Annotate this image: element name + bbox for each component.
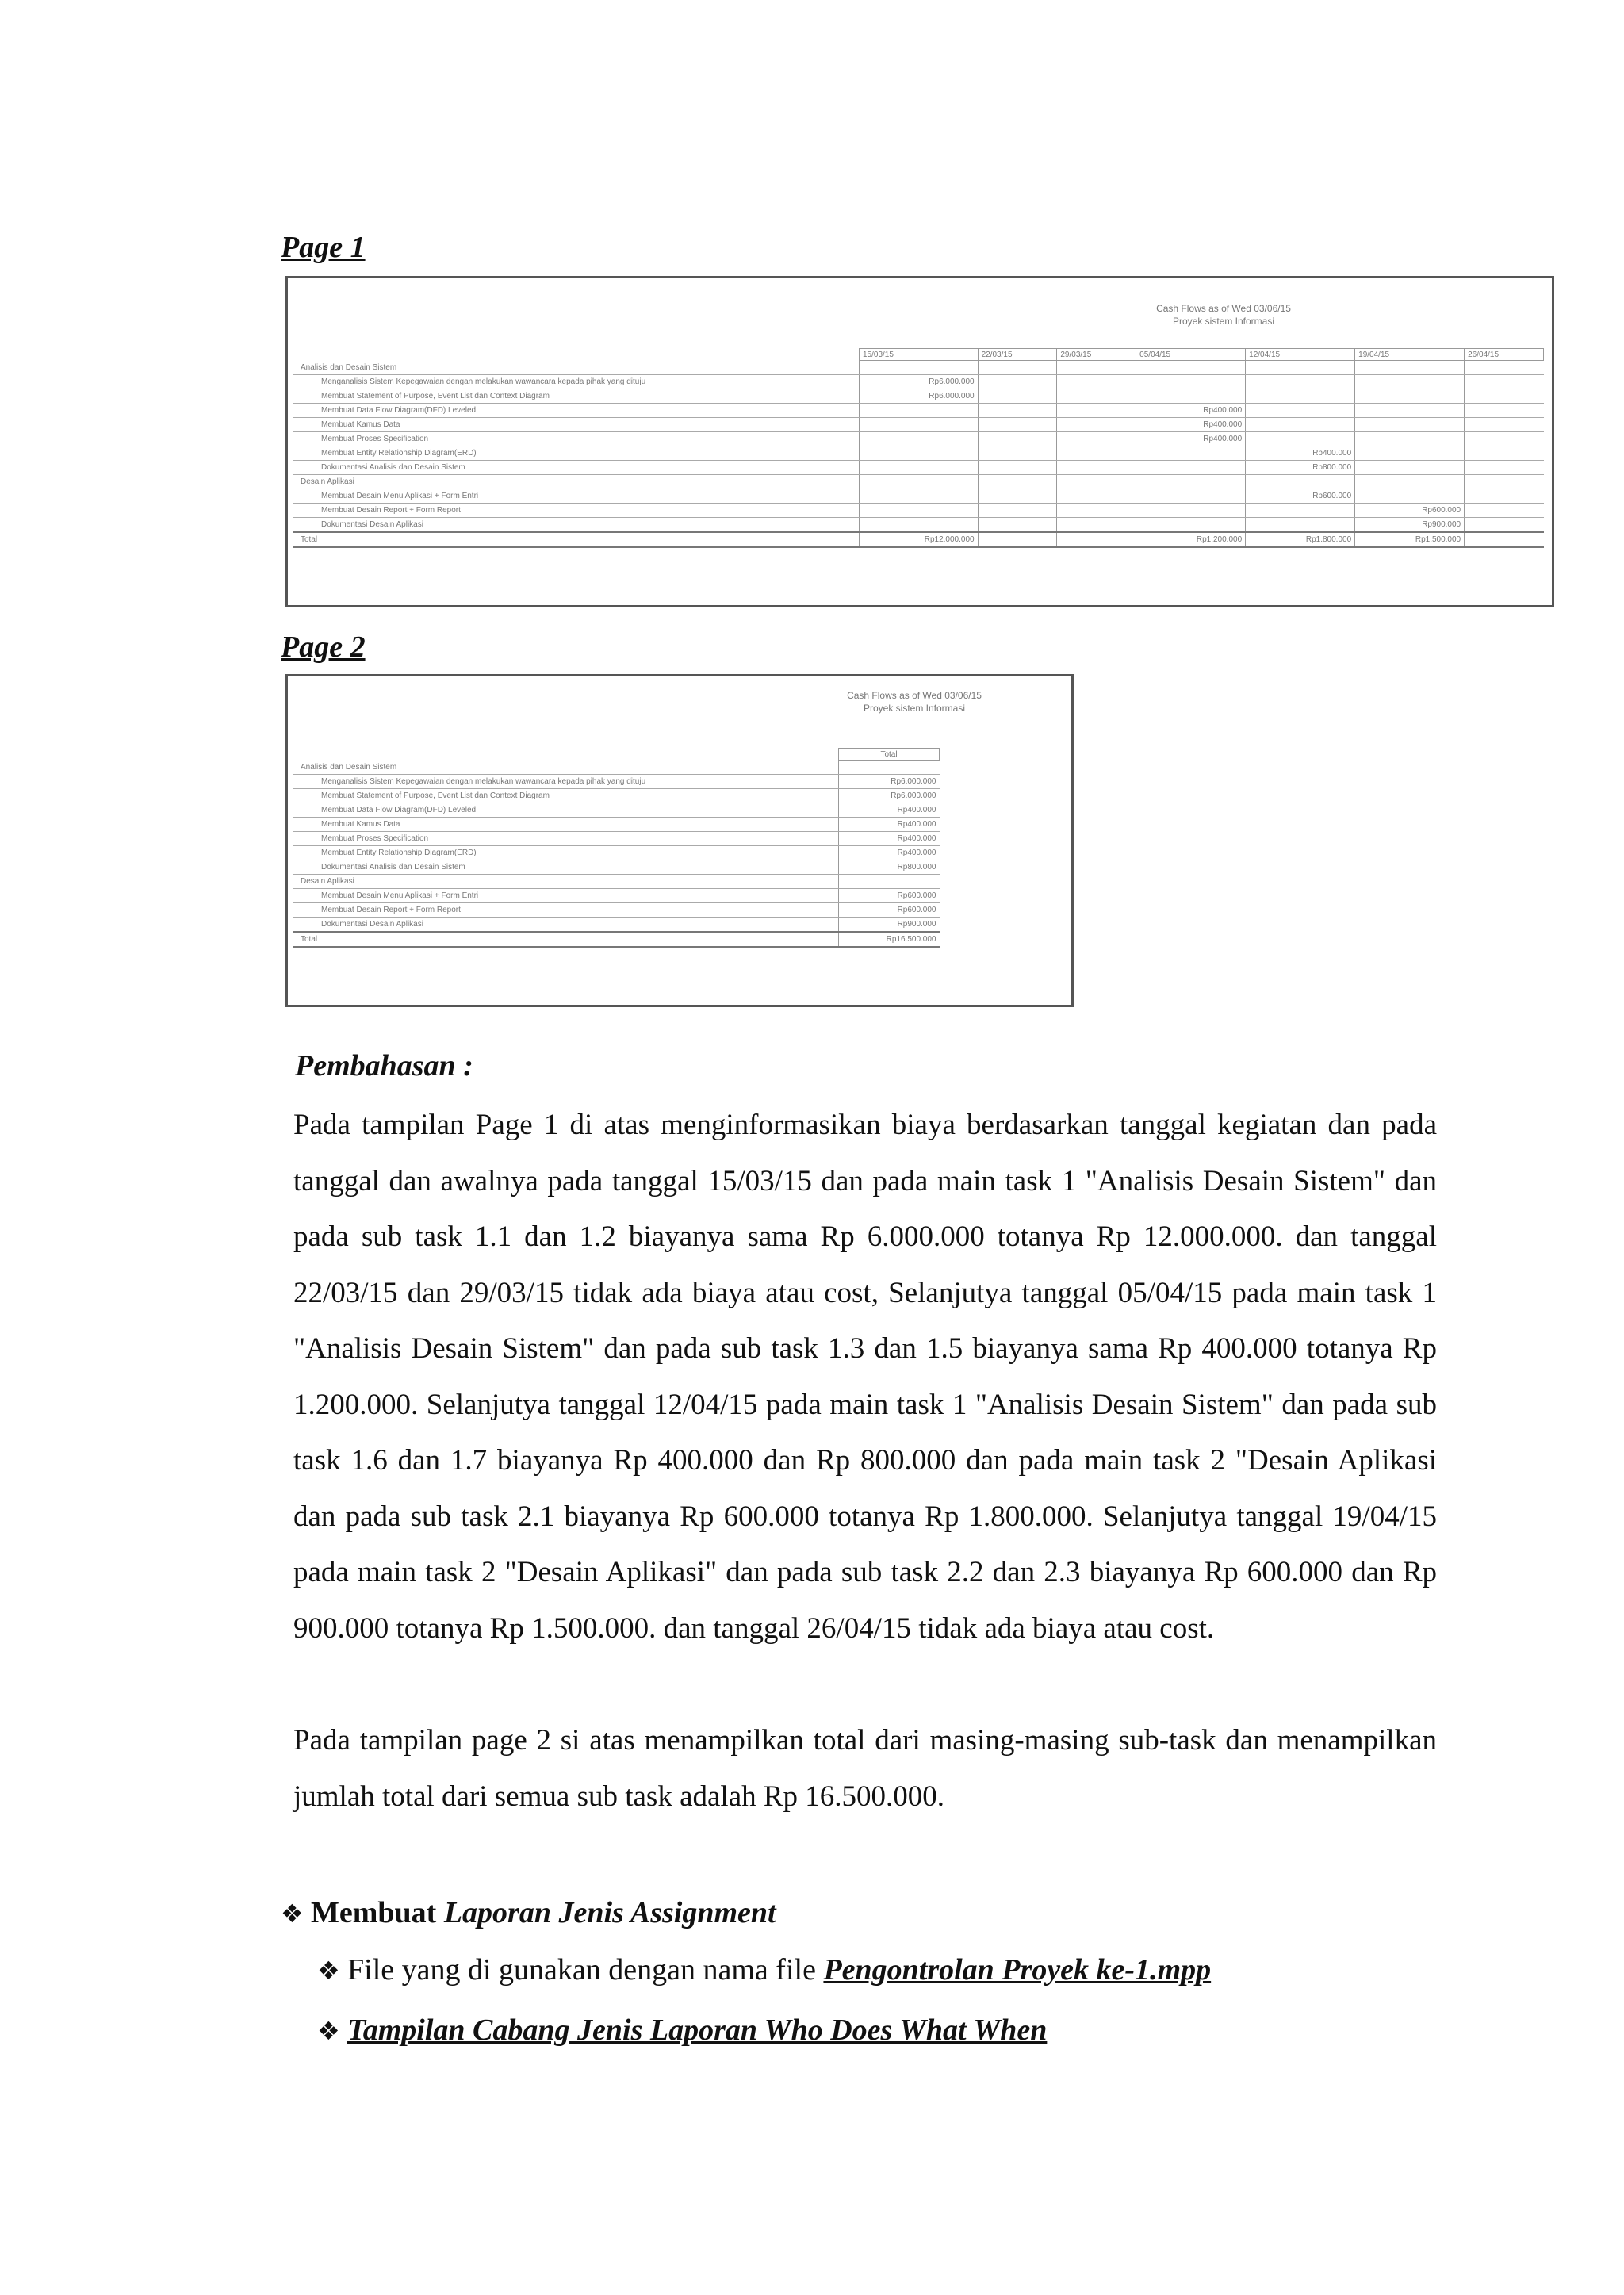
report1-cost-cell: Rp400.000 [1246,446,1355,461]
report1-cost-cell [860,504,979,518]
report1-table-row [293,446,1544,461]
report1-cost-cell [1355,389,1465,404]
report1-cost-cell [860,404,979,418]
bullet-who-does-what-when [317,2013,1047,2048]
report2-table-row [293,775,940,789]
report1-cost-cell [1057,389,1136,404]
cash-flow-report-page2 [285,674,1074,1007]
bullet-1-italic-text: Laporan Jenis Assignment [443,1896,776,1929]
report1-title-line2: Proyek sistem Informasi [1172,316,1275,327]
who-does-what-when-link[interactable]: Tampilan Cabang Jenis Laporan Who Does What When [347,2013,1048,2047]
report1-date-column-header: 15/03/15 [860,349,979,361]
report1-cost-cell [1136,489,1246,504]
report1-cost-cell [1465,375,1544,389]
report1-cost-cell [1057,475,1136,489]
cash-flow-report-page1 [285,276,1554,607]
report1-cost-cell [1465,389,1544,404]
report2-title-line2: Proyek sistem Informasi [863,703,966,714]
diamond-bullet-icon: ❖ [317,1956,340,1986]
report2-header-label-cell [293,749,839,761]
report1-cost-cell [860,361,979,375]
report2-task-label: Membuat Desain Report + Form Report [293,903,839,918]
report1-cost-cell [1136,389,1246,404]
report1-cost-cell [1246,504,1355,518]
report2-table-row [293,903,940,918]
report1-total-cell: Rp1.800.000 [1246,532,1355,547]
report2-task-label: Membuat Desain Menu Aplikasi + Form Entri [293,889,839,903]
report1-title [1065,302,1382,328]
bullet-1-bold-text: Membuat [311,1896,437,1929]
report1-cost-cell [1246,375,1355,389]
report2-total-label: Total [293,932,839,947]
report1-total-cell: Rp1.500.000 [1355,532,1465,547]
page1-heading: Page 1 [281,231,366,264]
report1-table-row [293,361,1544,375]
report1-cost-cell [1057,504,1136,518]
report1-table-row [293,432,1544,446]
report1-cost-cell [1355,446,1465,461]
report1-cost-cell [860,475,979,489]
report1-cost-cell [1246,389,1355,404]
report1-cost-cell: Rp600.000 [1355,504,1465,518]
report1-cost-cell [978,432,1057,446]
report2-cost-cell: Rp6.000.000 [839,789,940,803]
report1-table-row [293,375,1544,389]
report1-cost-cell: Rp6.000.000 [860,375,979,389]
report2-cost-cell: Rp600.000 [839,903,940,918]
report2-cost-cell: Rp900.000 [839,918,940,933]
report1-task-label: Membuat Entity Relationship Diagram(ERD) [293,446,860,461]
diamond-bullet-icon: ❖ [317,2016,340,2046]
report2-table-row [293,803,940,818]
report2-total-row [293,932,940,947]
report2-task-label: Membuat Proses Specification [293,832,839,846]
report1-cost-cell [1465,475,1544,489]
report1-cost-cell [1246,432,1355,446]
report1-table-row [293,504,1544,518]
report1-cost-cell [1465,461,1544,475]
report1-table [293,348,1544,548]
report1-cost-cell [1057,461,1136,475]
report1-cost-cell [860,518,979,533]
report1-cost-cell [978,418,1057,432]
discussion-title: Pembahasan : [295,1049,473,1082]
report1-cost-cell: Rp900.000 [1355,518,1465,533]
report1-cost-cell [1465,432,1544,446]
report2-cost-cell: Rp800.000 [839,860,940,875]
report1-cost-cell [1136,375,1246,389]
report1-cost-cell [1465,489,1544,504]
report1-cost-cell [978,504,1057,518]
file-name-link[interactable]: Pengontrolan Proyek ke-1.mpp [823,1953,1212,1987]
report2-table-row [293,889,940,903]
report1-task-label: Membuat Data Flow Diagram(DFD) Leveled [293,404,860,418]
report1-cost-cell: Rp400.000 [1136,404,1246,418]
report1-cost-cell [1355,404,1465,418]
report1-cost-cell [1246,418,1355,432]
report1-cost-cell [860,461,979,475]
report1-date-column-header: 19/04/15 [1355,349,1465,361]
report1-total-cell [1465,532,1544,547]
report1-cost-cell [1246,361,1355,375]
report1-cost-cell [978,475,1057,489]
report1-cost-cell [1465,418,1544,432]
report1-cost-cell [1136,504,1246,518]
report1-cost-cell [1355,361,1465,375]
report2-table [293,748,940,948]
report1-task-label: Dokumentasi Analisis dan Desain Sistem [293,461,860,475]
bullet-file-name [317,1952,1211,1987]
report2-table-row [293,860,940,875]
report1-date-column-header: 05/04/15 [1136,349,1246,361]
report2-task-label: Analisis dan Desain Sistem [293,761,839,775]
report2-task-label: Membuat Data Flow Diagram(DFD) Leveled [293,803,839,818]
report1-cost-cell [1465,361,1544,375]
report2-cost-cell: Rp400.000 [839,803,940,818]
report1-cost-cell [1057,361,1136,375]
report1-header-label-cell [293,349,860,361]
report2-table-row [293,846,940,860]
report1-task-label: Membuat Kamus Data [293,418,860,432]
report1-task-label: Desain Aplikasi [293,475,860,489]
report1-cost-cell: Rp400.000 [1136,418,1246,432]
report1-cost-cell [1136,461,1246,475]
report2-table-row [293,918,940,933]
report2-table-row [293,818,940,832]
report2-table-row [293,875,940,889]
report2-task-label: Dokumentasi Desain Aplikasi [293,918,839,933]
report1-cost-cell: Rp800.000 [1246,461,1355,475]
report1-cost-cell [1057,418,1136,432]
report1-cost-cell [1057,375,1136,389]
report2-total-column-header: Total [839,749,940,761]
report1-cost-cell [1465,446,1544,461]
report1-total-label: Total [293,532,860,547]
report1-task-label: Membuat Proses Specification [293,432,860,446]
report1-title-line1: Cash Flows as of Wed 03/06/15 [1156,303,1291,314]
report1-task-label: Membuat Desain Report + Form Report [293,504,860,518]
diamond-bullet-icon: ❖ [281,1898,304,1929]
report1-cost-cell [1355,418,1465,432]
discussion-paragraph-1: Pada tampilan Page 1 di atas menginformasikan biaya berdasarkan tanggal kegiatan dan pada tanggal dan awalnya pada tanggal 15/03/15 dan pada main task 1 "Analisis Desain Sistem" dan pada sub task 1.1 dan 1.2 biayanya sama Rp 6.000.000 totanya Rp 12.000.000. dan tanggal 22/03/15 dan 29/03/15 tidak ada biaya atau cost, Selanjutya tanggal 05/04/15 pada main task 1 "Analisis Desain Sistem" dan pada sub task 1.3 dan 1.5 biayanya sama Rp 400.000 totanya Rp 1.200.000. Selanjutya tanggal 12/04/15 pada main task 1 "Analisis Desain Sistem" dan pada sub task 1.6 dan 1.7 biayanya Rp 400.000 dan Rp 800.000 dan pada main task 2 "Desain Aplikasi dan pada sub task 2.1 biayanya Rp 600.000 totanya Rp 1.800.000. Selanjutya tanggal 19/04/15 pada main task 2 "Desain Aplikasi" dan pada sub task 2.2 dan 2.3 biayanya Rp 600.000 dan Rp 900.000 totanya Rp 1.500.000. dan tanggal 26/04/15 tidak ada biaya atau cost. [293,1109,1437,1645]
report1-cost-cell [978,446,1057,461]
report2-task-label: Membuat Kamus Data [293,818,839,832]
report1-total-cell: Rp1.200.000 [1136,532,1246,547]
report1-total-row [293,532,1544,547]
report2-table-row [293,832,940,846]
report1-cost-cell [978,375,1057,389]
report1-cost-cell [1057,489,1136,504]
report1-cost-cell [1136,361,1246,375]
report1-cost-cell: Rp6.000.000 [860,389,979,404]
report1-cost-cell [1355,375,1465,389]
report2-task-label: Dokumentasi Analisis dan Desain Sistem [293,860,839,875]
report1-cost-cell [1246,404,1355,418]
report2-cost-cell: Rp400.000 [839,846,940,860]
report1-cost-cell [860,446,979,461]
report1-cost-cell [978,361,1057,375]
report2-cost-cell: Rp400.000 [839,818,940,832]
report1-table-row [293,389,1544,404]
report2-task-label: Membuat Statement of Purpose, Event List dan Context Diagram [293,789,839,803]
report1-task-label: Dokumentasi Desain Aplikasi [293,518,860,533]
report2-cost-cell: Rp600.000 [839,889,940,903]
report2-total-cell: Rp16.500.000 [839,932,940,947]
report2-header-row [293,749,940,761]
report2-cost-cell: Rp6.000.000 [839,775,940,789]
report1-cost-cell [1465,404,1544,418]
report1-task-label: Membuat Statement of Purpose, Event List dan Context Diagram [293,389,860,404]
report1-cost-cell [860,489,979,504]
report2-title-line1: Cash Flows as of Wed 03/06/15 [847,690,982,701]
report1-cost-cell [1355,461,1465,475]
report1-date-column-header: 22/03/15 [978,349,1057,361]
report1-cost-cell [1136,475,1246,489]
report1-cost-cell [1355,475,1465,489]
report1-table-row [293,489,1544,504]
report1-task-label: Menganalisis Sistem Kepegawaian dengan melakukan wawancara kepada pihak yang dituju [293,375,860,389]
report1-cost-cell [1355,432,1465,446]
report1-header-row [293,349,1544,361]
report1-cost-cell [1246,475,1355,489]
report1-cost-cell [978,389,1057,404]
report1-cost-cell [978,461,1057,475]
report1-cost-cell [1057,432,1136,446]
report2-cost-cell [839,761,940,775]
report1-cost-cell [1057,446,1136,461]
report1-task-label: Membuat Desain Menu Aplikasi + Form Entri [293,489,860,504]
report1-table-row [293,418,1544,432]
report1-cost-cell [1465,504,1544,518]
discussion-paragraph-2: Pada tampilan page 2 si atas menampilkan total dari masing-masing sub-task dan menampilkan jumlah total dari semua sub task adalah Rp 16.500.000. [293,1724,1437,1813]
report1-cost-cell [1136,446,1246,461]
report1-cost-cell [1355,489,1465,504]
report2-task-label: Desain Aplikasi [293,875,839,889]
bullet-2-text: File yang di gunakan dengan nama file [347,1953,816,1987]
report1-cost-cell [860,432,979,446]
report1-cost-cell [1057,518,1136,533]
report1-cost-cell [1246,518,1355,533]
report2-table-row [293,789,940,803]
report2-title [795,689,1033,715]
report1-cost-cell: Rp600.000 [1246,489,1355,504]
report2-task-label: Membuat Entity Relationship Diagram(ERD) [293,846,839,860]
report1-table-row [293,518,1544,533]
report1-total-cell: Rp12.000.000 [860,532,979,547]
report1-cost-cell [860,418,979,432]
report2-cost-cell: Rp400.000 [839,832,940,846]
report1-task-label: Analisis dan Desain Sistem [293,361,860,375]
report1-total-cell [1057,532,1136,547]
report2-table-row [293,761,940,775]
report1-date-column-header: 12/04/15 [1246,349,1355,361]
report1-cost-cell [1057,404,1136,418]
report1-cost-cell [978,404,1057,418]
report2-cost-cell [839,875,940,889]
report1-table-row [293,404,1544,418]
report1-cost-cell [978,518,1057,533]
report1-cost-cell [1465,518,1544,533]
report1-cost-cell [978,489,1057,504]
report1-table-row [293,475,1544,489]
report2-task-label: Menganalisis Sistem Kepegawaian dengan melakukan wawancara kepada pihak yang dituju [293,775,839,789]
report1-total-cell [978,532,1057,547]
report1-cost-cell: Rp400.000 [1136,432,1246,446]
bullet-membuat-laporan [281,1895,776,1930]
report1-cost-cell [1136,518,1246,533]
page2-heading: Page 2 [281,630,366,664]
report1-date-column-header: 26/04/15 [1465,349,1544,361]
report1-table-row [293,461,1544,475]
report1-date-column-header: 29/03/15 [1057,349,1136,361]
